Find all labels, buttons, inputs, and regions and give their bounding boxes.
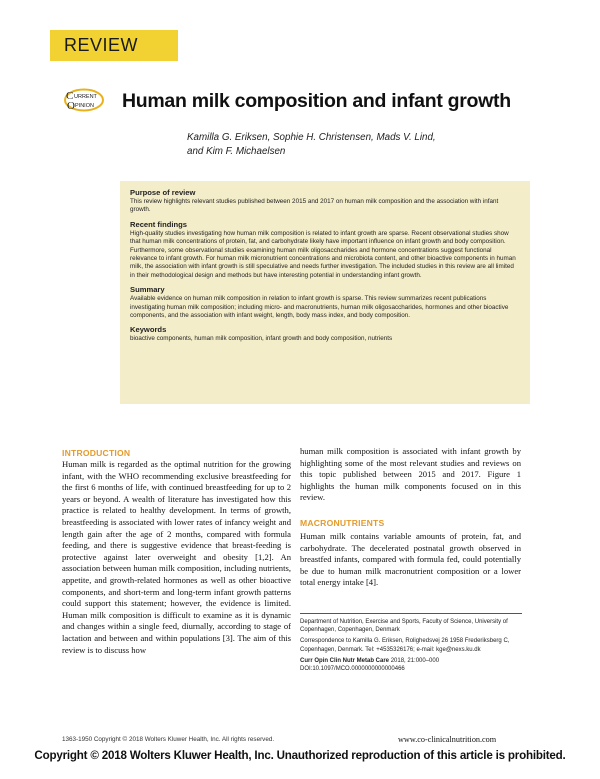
introduction-continued-text: human milk composition is associated with infant growth by highlighting some of the most relevant studies and reviews on this topic published between 2015 and 2017. Figure 1 highlights the human milk components focused on in this review. [300,446,521,503]
logo-cap-o: O [67,100,75,112]
abstract-heading: Recent findings [130,219,187,229]
abstract-heading: Summary [130,285,165,295]
author-line: and Kim F. Michaelsen [187,146,286,157]
abstract-heading: Purpose of review [130,188,196,197]
review-label: REVIEW [64,35,139,55]
journal-url[interactable]: www.co-clinicalnutrition.com [398,735,497,744]
copyright-line: 1363-1950 Copyright © 2018 Wolters Kluwer Health, Inc. All rights reserved. [62,736,275,743]
author-line: Kamilla G. Eriksen, Sophie H. Christensen, Mads V. Lind, [187,132,436,143]
review-banner [50,30,178,61]
introduction-text: Human milk is regarded as the optimal nutrition for the growing infant, with the WHO recommending exclusive breastfeeding for the first 6 months of life, with continued breastfeeding for up to 2 years or beyond. A wealth of literature has investigated how this practice is related to healthy development. In terms of growth, breastfeeding is associated with lower rates of infancy weight and length gain after the age of 2 months, compared with formula feeding, and there is suggestive evidence that breast-feeding is protective against later overweight and obesity [1,2]. An association between human milk composition, including nutrients, appetite, and growth-related hormones as well as other bioactive components, and short-term and long-term infant growth patterns could support this statement; however, the evidence is limited. Human milk composition is difficult to examine as it is dynamic and changes within a single feed, diurnally, according to stage of lactation and between and within populations [3]. The aim of this review is to discuss how [62,459,291,655]
citation-journal: Curr Opin Clin Nutr Metab Care [300,657,390,664]
abstract-heading: Keywords [130,325,167,335]
current-opinion-logo [62,88,112,112]
introduction-continued [300,446,521,504]
copyright-notice: Copyright © 2018 Wolters Kluwer Health, Inc. Unauthorized reproduction of this article is prohibited. [34,749,566,762]
logo-cap-c: C [66,90,74,102]
logo-line1: URRENT [74,94,97,100]
article-title: Human milk composition and infant growth [122,90,511,112]
citation-details: 2018, 21:000–000 [390,657,440,664]
introduction-heading: INTRODUCTION [62,448,131,458]
correspondence-text: Correspondence to Kamilla G. Eriksen, Rolighedsvej 26 1958 Frederiksberg C, Copenhagen, Denmark. Tel: +4535326176; e-mail: kge@nexs.ku.dk [300,638,510,653]
abstract-text: Available evidence on human milk composition in relation to infant growth is sparse. This review summarizes recent publications investigating human milk composition; including micro- and macronutrients, human milk oligosaccharides, hormones and other bioactive components, and the association with infant weight, length, body mass index, and body composition. [130,295,509,320]
macronutrients-body [300,531,521,589]
affiliation-block [300,613,522,676]
abstract-box [120,181,530,404]
introduction-body [62,459,291,656]
logo-line2: PINION [75,103,94,109]
macronutrients-heading: MACRONUTRIENTS [300,518,385,528]
department-text: Department of Nutrition, Exercise and Sports, Faculty of Science, University of Copenhagen, Copenhagen, Denmark [300,619,508,634]
doi-text: DOI:10.1097/MCO.0000000000000466 [300,666,405,673]
abstract-text: This review highlights relevant studies published between 2015 and 2017 on human milk composition and the association with infant growth. [130,198,499,214]
citation-line [300,657,522,665]
macronutrients-text: Human milk contains variable amounts of protein, fat, and carbohydrate. The decelerated postnatal growth observed in breastfed infants, compared with formula fed, could potentially be due to human milk macronutrient composition or a lower total energy intake [4]. [300,531,521,588]
abstract-text: High-quality studies investigating how human milk composition is related to infant growth are sparse. Recent observational studies show that human milk concentrations of protein, fat, and carbohydrate likely have important influence on infant growth and body composition. Furthermore, some observational studies examining human milk oligosaccharides and hormone concentrations suggest functional relevance to infant growth. For human milk micronutrient concentrations and microbiota content, and other bioactive components in human milk, the association with infant growth is still speculative and needs further investigation. The included studies in this review are all limited in their methodological design and methods but have interesting potential in understanding infant growth. [130,229,516,279]
abstract-text: bioactive components, human milk composition, infant growth and body composition, nutrients [130,335,393,343]
author-list [187,131,507,159]
